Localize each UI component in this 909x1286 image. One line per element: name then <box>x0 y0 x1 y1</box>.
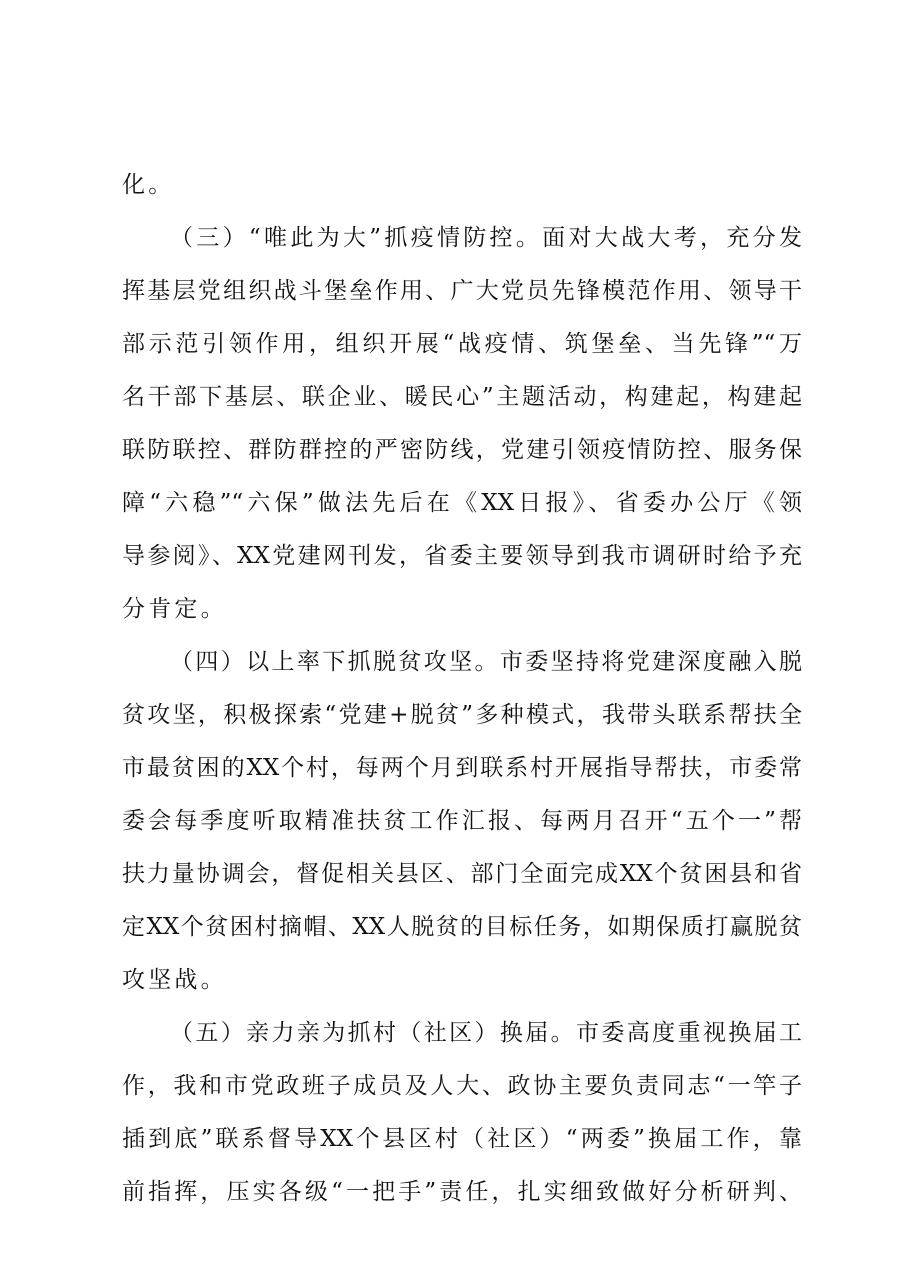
text-line: 作，我和市党政班子成员及人大、政协主要负责同志“一竿子 <box>122 1073 802 1099</box>
text-line: 部示范引领作用，组织开展“战疫情、筑堡垒、当先锋”“万 <box>122 331 802 357</box>
text-line: 联防联控、群防群控的严密防线，党建引领疫情防控、服务保 <box>122 437 802 463</box>
text-line: 扶力量协调会，督促相关县区、部门全面完成XX个贫困县和省 <box>122 861 802 887</box>
text-line: 名干部下基层、联企业、暖民心”主题活动，构建起，构建起 <box>122 384 802 410</box>
text-line: 市最贫困的XX个村，每两个月到联系村开展指导帮扶，市委常 <box>122 755 802 781</box>
text-line: 分肯定。 <box>122 596 227 622</box>
text-line: 前指挥，压实各级“一把手”责任，扎实细致做好分析研判、 <box>122 1179 802 1205</box>
paragraph-4-heading-line: （四）以上率下抓脱贫攻坚。市委坚持将党建深度融入脱 <box>170 649 802 675</box>
text-line: 导参阅》、XX党建网刊发，省委主要领导到我市调研时给予充 <box>122 543 802 569</box>
text-line: 障“六稳”“六保”做法先后在《XX日报》、省委办公厅《领 <box>122 490 802 516</box>
text-line: 定XX个贫困村摘帽、XX人脱贫的目标任务，如期保质打赢脱贫 <box>122 914 802 940</box>
paragraph-5-heading-line: （五）亲力亲为抓村（社区）换届。市委高度重视换届工 <box>170 1020 802 1046</box>
text-line: 挥基层党组织战斗堡垒作用、广大党员先锋模范作用、领导干 <box>122 278 802 304</box>
text-line: 委会每季度听取精准扶贫工作汇报、每两月召开“五个一”帮 <box>122 808 802 834</box>
text-line: 攻坚战。 <box>122 967 227 993</box>
text-line: 贫攻坚，积极探索“党建+脱贫”多种模式，我带头联系帮扶全 <box>122 702 802 728</box>
text-line: 化。 <box>122 172 175 198</box>
paragraph-3-heading-line: （三）“唯此为大”抓疫情防控。面对大战大考，充分发 <box>170 225 802 251</box>
text-line: 插到底”联系督导XX个县区村（社区）“两委”换届工作，靠 <box>122 1126 802 1152</box>
